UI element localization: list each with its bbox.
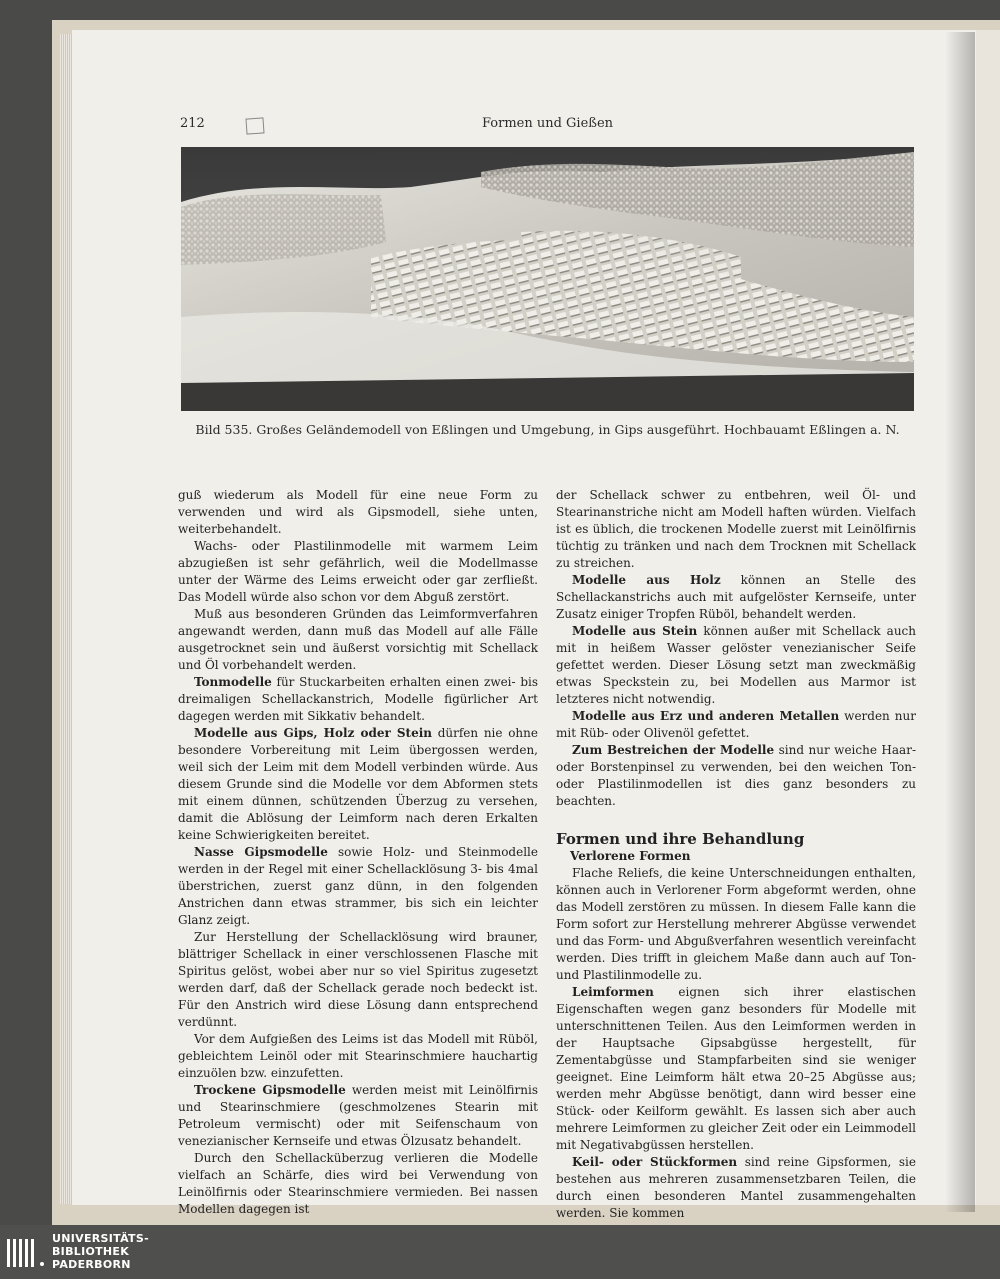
terrain-model-photo [181,147,914,411]
paragraph-lead: Trockene Gipsmodelle [194,1083,346,1097]
paragraph: Muß aus besonderen Gründen das Leimformverfahren angewandt werden, dann muß das Modell auf alle Fälle ausgetrocknet sein und äußerst vorsichtig mit Schellack und Öl vorbehandelt werden. [178,607,538,672]
paragraph: Modelle aus Gips, Holz oder Stein dürfen nie ohne besondere Vorbereitung mit Leim übergossen werden, weil sich der Leim mit dem Modell verbinden würde. Aus diesem Grunde sind die Modelle vor dem Abformen stets mit einem dünnen, schützenden Überzug zu versehen, damit die Ablösung der Leimform nach deren Erkalten keine Schwierigkeiten bereitet. [178,726,538,842]
paragraph-lead: Modelle aus Gips, Holz oder Stein [194,726,432,740]
paragraph: Nasse Gipsmodelle sowie Holz- und Steinmodelle werden in der Regel mit einer Schellacklösung 3- bis 4mal überstrichen, zuerst ganz dünn, in den folgenden Anstrichen dann etwas strammer, bis sich ein leichter Glanz zeigt. [178,845,538,927]
paragraph-lead: Zum Bestreichen der Modelle [572,743,775,757]
paragraph-lead: Modelle aus Erz und anderen Metallen [572,709,840,723]
paragraph: Leimformen eignen sich ihrer elastischen Eigenschaften wegen ganz besonders für Modelle mit unterschnittenen Teilen. Aus den Leimformen werden in der Hauptsache Gipsabgüsse hergestellt, für Zementabgüsse und Stampfarbeiten sind sie weniger geeignet. Eine Leimform hält etwa 20–25 Abgüsse aus; werden mehr Abgüsse benötigt, dann wird besser eine Stück- oder Keilform gewählt. Es lassen sich aber auch mehrere Leimformen zu gleicher Zeit oder ein Leimmodell mit Negativabgüssen herstellen. [556,985,916,1152]
running-head [180,116,915,136]
running-head-title: Formen und Gießen [481,116,614,131]
paragraph: Modelle aus Holz können an Stelle des Schellackanstrichs auch mit aufgelöster Kernseife, unter Zusatz einiger Tropfen Rüböl, behandelt werden. [556,573,917,621]
facing-page-edge [976,30,1000,1205]
paragraph: der Schellack schwer zu entbehren, weil Öl- und Stearinanstriche nicht am Modell haften würden. Vielfach ist es üblich, die trockenen Modelle zuerst mit Leinölfirnis tüchtig zu tränken und nach dem Trocknen mit Schellack zu streichen. [556,488,916,570]
paragraph-lead: Nasse Gipsmodelle [194,845,328,859]
paragraph: Tonmodelle für Stuckarbeiten erhalten einen zwei- bis dreimaligen Schellackanstrich, Modelle figürlicher Art dagegen werden mit Sikkativ behandelt. [178,675,538,723]
page-number: 212 [180,116,205,131]
paragraph-lead: Tonmodelle [194,675,272,689]
paragraph-lead: Leimformen [572,985,654,999]
paragraph-lead: Modelle aus Stein [572,624,698,638]
paragraph: Durch den Schellacküberzug verlieren die Modelle vielfach an Schärfe, dies wird bei Verwendung von Leinölfirnis oder Stearinschmiere vermieden. Bei nassen Modellen dagegen ist [178,1151,538,1216]
paragraph: Zum Bestreichen der Modelle sind nur weiche Haar- oder Borstenpinsel zu verwenden, bei den weichen Ton- oder Plastilinmodellen ist dies ganz besonders zu beachten. [556,743,916,808]
subsection-heading: Verlorene Formen [570,849,691,863]
page-edges [60,34,72,1204]
paragraph: Modelle aus Erz und anderen Metallen werden nur mit Rüb- oder Olivenöl gefettet. [556,709,916,740]
paragraph: Zur Herstellung der Schellacklösung wird brauner, blättriger Schellack in einer verschlossenen Flasche mit Spiritus gelöst, wobei aber nur so viel Spiritus zugesetzt werden darf, daß der Schellack gerade noch bedeckt ist. Für den Anstrich wird diese Lösung dann entsprechend verdünnt. [178,930,538,1029]
spine-shadow [945,32,975,1212]
figure-caption: Bild 535. Großes Geländemodell von Eßlingen und Umgebung, in Gips ausgeführt. Hochbauamt Eßlingen a. N. [195,422,900,437]
library-logo-icon [6,1233,46,1273]
library-name: UNIVERSITÄTS- BIBLIOTHEK PADERBORN [52,1232,149,1271]
paragraph: Keil- oder Stückformen sind reine Gipsformen, sie bestehen aus mehreren zusammensetzbaren Teilen, die durch einen besonderen Mantel zusammengehalten werden. Sie kommen [556,1155,916,1220]
paragraph: Modelle aus Stein können außer mit Schellack auch mit in heißem Wasser gelöster venezianischer Seife gefettet werden. Dieser Lösung setzt man zweckmäßig etwas Speckstein zu, bei Modellen aus Marmor ist letzteres nicht notwendig. [556,624,916,706]
paragraph: Flache Reliefs, die keine Unterschneidungen enthalten, können auch in Verlorener Form abgeformt werden, ohne das Modell zerstören zu müssen. In diesem Falle kann die Form sofort zur Herstellung mehrerer Abgüsse verwendet und das Form- und Abgußverfahren wesentlich vereinfacht werden. Dies trifft in gleichem Maße dann auch auf Ton- und Plastilinmodelle zu. [556,866,916,982]
section-heading: Formen und ihre Behandlung [556,830,805,848]
paragraph-lead: Keil- oder Stückformen [572,1155,738,1169]
right-column [556,487,916,1222]
left-column [178,487,538,1218]
paragraph: Trockene Gipsmodelle werden meist mit Leinölfirnis und Stearinschmiere (geschmolzenes Stearin mit Petroleum vermischt) oder mit Seifenschaum von venezianischer Kernseife und etwas Ölzusatz behandelt. [178,1083,538,1148]
paragraph: guß wiederum als Modell für eine neue Form zu verwenden und wird als Gipsmodell, siehe unten, weiterbehandelt. [178,488,538,536]
paragraph: Wachs- oder Plastilinmodelle mit warmem Leim abzugießen ist sehr gefährlich, weil die Modellmasse unter der Wärme des Leims erweicht oder gar zerfließt. Das Modell würde also schon vor dem Abguß zerstört. [178,539,538,604]
paragraph: Vor dem Aufgießen des Leims ist das Modell mit Rüböl, gebleichtem Leinöl oder mit Stearinschmiere hauchartig einzuölen bzw. einzufetten. [178,1032,538,1080]
library-footer [0,1225,1000,1279]
paragraph-lead: Modelle aus Holz [572,573,721,587]
